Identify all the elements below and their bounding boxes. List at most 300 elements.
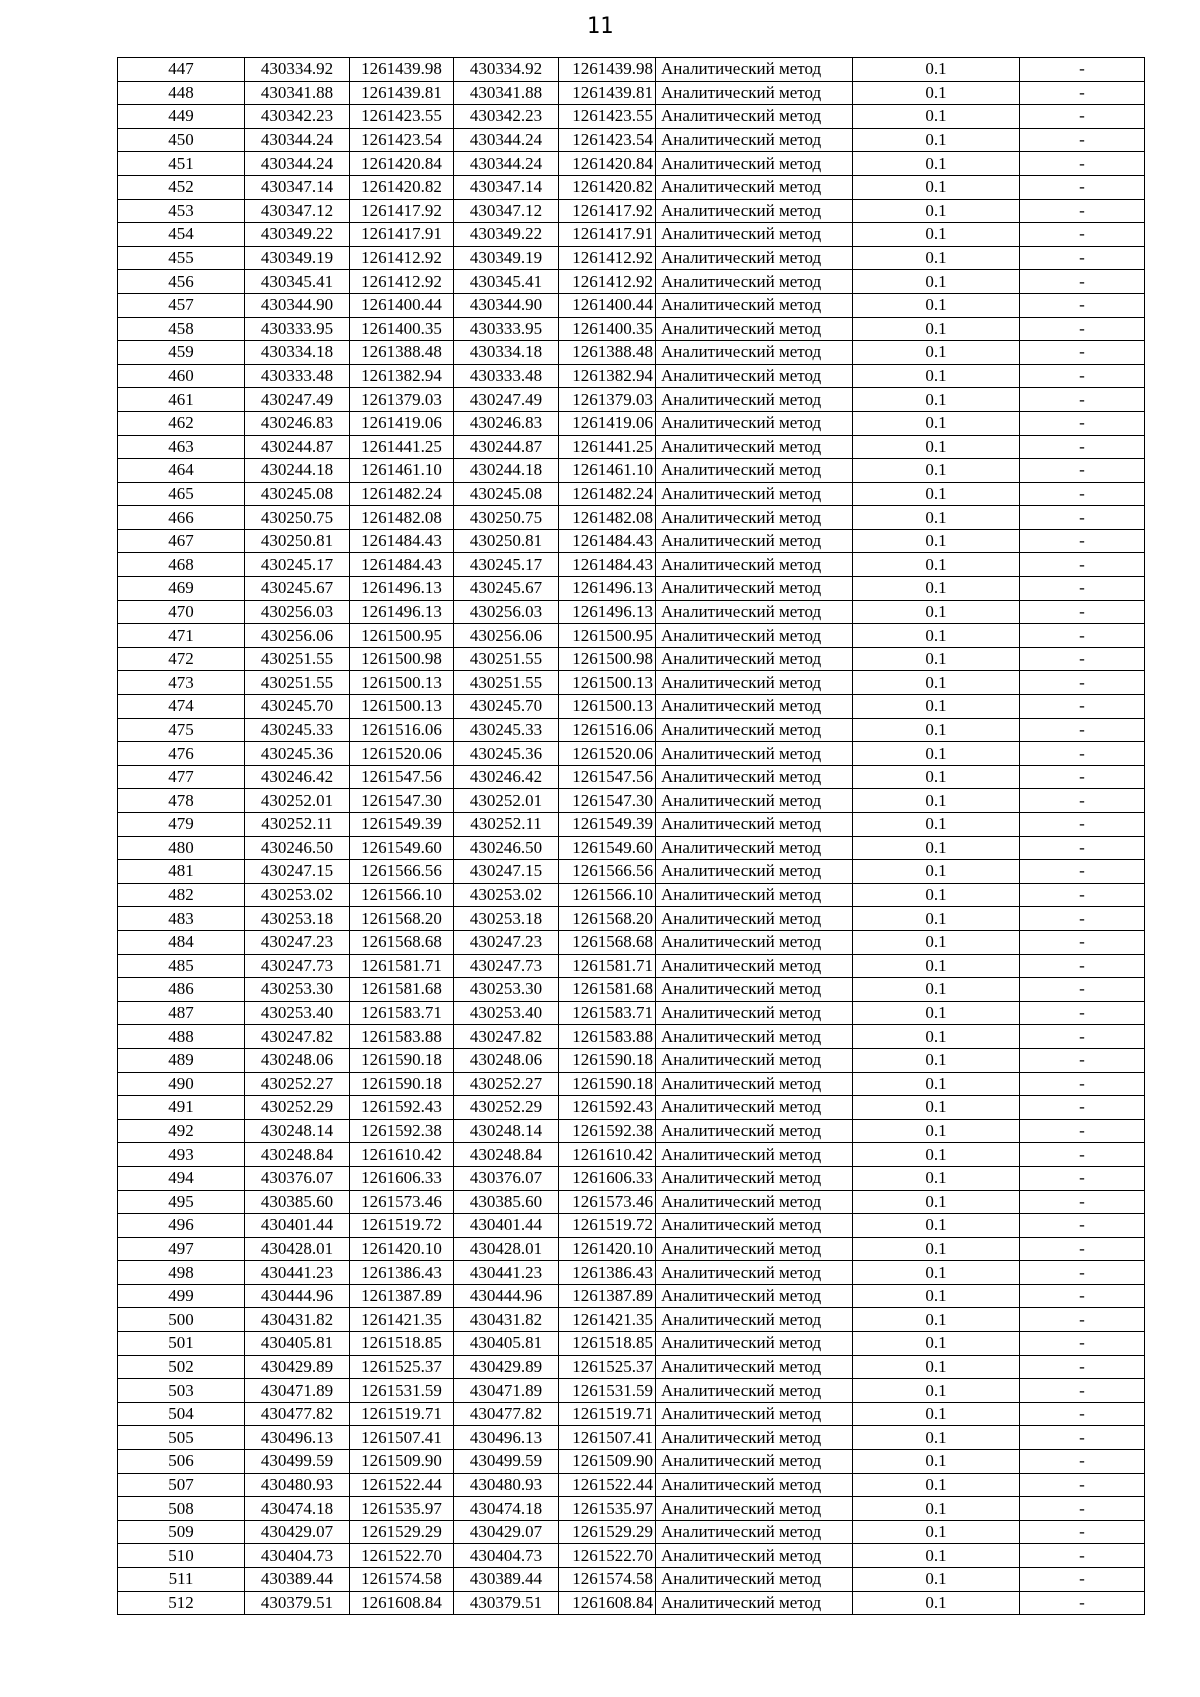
table-row	[118, 1001, 1145, 1025]
accuracy-cell: 0.1	[853, 364, 1020, 388]
point-number-cell: 462	[118, 411, 245, 435]
accuracy-cell: 0.1	[853, 624, 1020, 648]
note-cell: -	[1020, 1261, 1145, 1285]
y-coordinate-cell: 1261482.24	[350, 482, 454, 506]
point-number-cell: 499	[118, 1284, 245, 1308]
table-row	[118, 577, 1145, 601]
point-number-cell: 460	[118, 364, 245, 388]
x-coordinate-new-cell: 430347.12	[454, 199, 559, 223]
note-cell: -	[1020, 1143, 1145, 1167]
point-number-cell: 477	[118, 765, 245, 789]
x-coordinate-new-cell: 430345.41	[454, 270, 559, 294]
note-cell: -	[1020, 482, 1145, 506]
x-coordinate-cell: 430333.48	[245, 364, 350, 388]
y-coordinate-new-cell: 1261496.13	[559, 600, 656, 624]
method-cell: Аналитический метод	[656, 671, 853, 695]
y-coordinate-cell: 1261592.43	[350, 1096, 454, 1120]
accuracy-cell: 0.1	[853, 789, 1020, 813]
table-row	[118, 1190, 1145, 1214]
point-number-cell: 484	[118, 930, 245, 954]
note-cell: -	[1020, 506, 1145, 530]
note-cell: -	[1020, 293, 1145, 317]
table-row	[118, 695, 1145, 719]
table-row	[118, 293, 1145, 317]
point-number-cell: 470	[118, 600, 245, 624]
point-number-cell: 488	[118, 1025, 245, 1049]
point-number-cell: 467	[118, 529, 245, 553]
method-cell: Аналитический метод	[656, 883, 853, 907]
point-number-cell: 505	[118, 1426, 245, 1450]
y-coordinate-new-cell: 1261400.44	[559, 293, 656, 317]
note-cell: -	[1020, 907, 1145, 931]
x-coordinate-new-cell: 430441.23	[454, 1261, 559, 1285]
point-number-cell: 469	[118, 577, 245, 601]
x-coordinate-new-cell: 430251.55	[454, 671, 559, 695]
y-coordinate-new-cell: 1261522.44	[559, 1473, 656, 1497]
accuracy-cell: 0.1	[853, 1261, 1020, 1285]
accuracy-cell: 0.1	[853, 1143, 1020, 1167]
y-coordinate-new-cell: 1261412.92	[559, 246, 656, 270]
point-number-cell: 461	[118, 388, 245, 412]
table-row	[118, 364, 1145, 388]
x-coordinate-cell: 430247.49	[245, 388, 350, 412]
x-coordinate-cell: 430253.02	[245, 883, 350, 907]
x-coordinate-cell: 430248.84	[245, 1143, 350, 1167]
point-number-cell: 492	[118, 1119, 245, 1143]
x-coordinate-new-cell: 430245.33	[454, 718, 559, 742]
method-cell: Аналитический метод	[656, 293, 853, 317]
method-cell: Аналитический метод	[656, 813, 853, 837]
y-coordinate-cell: 1261482.08	[350, 506, 454, 530]
x-coordinate-cell: 430334.18	[245, 341, 350, 365]
accuracy-cell: 0.1	[853, 954, 1020, 978]
accuracy-cell: 0.1	[853, 411, 1020, 435]
y-coordinate-cell: 1261400.44	[350, 293, 454, 317]
table-row	[118, 58, 1145, 82]
y-coordinate-new-cell: 1261547.56	[559, 765, 656, 789]
y-coordinate-new-cell: 1261608.84	[559, 1591, 656, 1615]
y-coordinate-new-cell: 1261566.10	[559, 883, 656, 907]
x-coordinate-new-cell: 430250.81	[454, 529, 559, 553]
point-number-cell: 473	[118, 671, 245, 695]
x-coordinate-cell: 430247.82	[245, 1025, 350, 1049]
y-coordinate-cell: 1261535.97	[350, 1497, 454, 1521]
table-row	[118, 954, 1145, 978]
y-coordinate-new-cell: 1261531.59	[559, 1379, 656, 1403]
x-coordinate-cell: 430252.11	[245, 813, 350, 837]
x-coordinate-new-cell: 430499.59	[454, 1450, 559, 1474]
note-cell: -	[1020, 1025, 1145, 1049]
method-cell: Аналитический метод	[656, 388, 853, 412]
point-number-cell: 494	[118, 1166, 245, 1190]
x-coordinate-cell: 430341.88	[245, 81, 350, 105]
x-coordinate-cell: 430253.18	[245, 907, 350, 931]
table-row	[118, 270, 1145, 294]
x-coordinate-cell: 430499.59	[245, 1450, 350, 1474]
x-coordinate-new-cell: 430248.84	[454, 1143, 559, 1167]
accuracy-cell: 0.1	[853, 765, 1020, 789]
point-number-cell: 478	[118, 789, 245, 813]
y-coordinate-new-cell: 1261496.13	[559, 577, 656, 601]
note-cell: -	[1020, 1402, 1145, 1426]
accuracy-cell: 0.1	[853, 1072, 1020, 1096]
point-number-cell: 496	[118, 1214, 245, 1238]
x-coordinate-cell: 430344.90	[245, 293, 350, 317]
method-cell: Аналитический метод	[656, 1001, 853, 1025]
y-coordinate-new-cell: 1261581.71	[559, 954, 656, 978]
y-coordinate-cell: 1261592.38	[350, 1119, 454, 1143]
point-number-cell: 448	[118, 81, 245, 105]
method-cell: Аналитический метод	[656, 718, 853, 742]
x-coordinate-new-cell: 430252.27	[454, 1072, 559, 1096]
accuracy-cell: 0.1	[853, 341, 1020, 365]
note-cell: -	[1020, 435, 1145, 459]
y-coordinate-cell: 1261610.42	[350, 1143, 454, 1167]
y-coordinate-new-cell: 1261420.82	[559, 175, 656, 199]
x-coordinate-cell: 430253.40	[245, 1001, 350, 1025]
x-coordinate-new-cell: 430253.40	[454, 1001, 559, 1025]
y-coordinate-cell: 1261496.13	[350, 577, 454, 601]
method-cell: Аналитический метод	[656, 1025, 853, 1049]
y-coordinate-new-cell: 1261568.20	[559, 907, 656, 931]
table-row	[118, 836, 1145, 860]
x-coordinate-cell: 430253.30	[245, 978, 350, 1002]
y-coordinate-cell: 1261421.35	[350, 1308, 454, 1332]
y-coordinate-new-cell: 1261482.24	[559, 482, 656, 506]
y-coordinate-cell: 1261549.60	[350, 836, 454, 860]
x-coordinate-cell: 430431.82	[245, 1308, 350, 1332]
x-coordinate-cell: 430349.19	[245, 246, 350, 270]
note-cell: -	[1020, 1591, 1145, 1615]
point-number-cell: 451	[118, 152, 245, 176]
x-coordinate-new-cell: 430349.19	[454, 246, 559, 270]
accuracy-cell: 0.1	[853, 1402, 1020, 1426]
y-coordinate-cell: 1261439.81	[350, 81, 454, 105]
accuracy-cell: 0.1	[853, 718, 1020, 742]
x-coordinate-new-cell: 430471.89	[454, 1379, 559, 1403]
table-row	[118, 1450, 1145, 1474]
y-coordinate-cell: 1261507.41	[350, 1426, 454, 1450]
x-coordinate-new-cell: 430245.36	[454, 742, 559, 766]
point-number-cell: 464	[118, 459, 245, 483]
y-coordinate-new-cell: 1261529.29	[559, 1520, 656, 1544]
table-row	[118, 671, 1145, 695]
table-row	[118, 529, 1145, 553]
method-cell: Аналитический метод	[656, 1166, 853, 1190]
x-coordinate-cell: 430250.75	[245, 506, 350, 530]
y-coordinate-new-cell: 1261507.41	[559, 1426, 656, 1450]
x-coordinate-cell: 430245.36	[245, 742, 350, 766]
x-coordinate-new-cell: 430244.87	[454, 435, 559, 459]
accuracy-cell: 0.1	[853, 695, 1020, 719]
y-coordinate-new-cell: 1261400.35	[559, 317, 656, 341]
y-coordinate-cell: 1261500.95	[350, 624, 454, 648]
y-coordinate-cell: 1261417.92	[350, 199, 454, 223]
accuracy-cell: 0.1	[853, 553, 1020, 577]
note-cell: -	[1020, 718, 1145, 742]
accuracy-cell: 0.1	[853, 1001, 1020, 1025]
y-coordinate-cell: 1261382.94	[350, 364, 454, 388]
method-cell: Аналитический метод	[656, 1190, 853, 1214]
x-coordinate-cell: 430252.01	[245, 789, 350, 813]
note-cell: -	[1020, 128, 1145, 152]
x-coordinate-new-cell: 430401.44	[454, 1214, 559, 1238]
note-cell: -	[1020, 742, 1145, 766]
y-coordinate-cell: 1261500.98	[350, 647, 454, 671]
accuracy-cell: 0.1	[853, 223, 1020, 247]
y-coordinate-new-cell: 1261520.06	[559, 742, 656, 766]
method-cell: Аналитический метод	[656, 411, 853, 435]
x-coordinate-new-cell: 430248.06	[454, 1048, 559, 1072]
y-coordinate-cell: 1261583.88	[350, 1025, 454, 1049]
y-coordinate-cell: 1261520.06	[350, 742, 454, 766]
method-cell: Аналитический метод	[656, 175, 853, 199]
y-coordinate-new-cell: 1261382.94	[559, 364, 656, 388]
y-coordinate-new-cell: 1261568.68	[559, 930, 656, 954]
point-number-cell: 471	[118, 624, 245, 648]
note-cell: -	[1020, 1001, 1145, 1025]
x-coordinate-new-cell: 430253.30	[454, 978, 559, 1002]
accuracy-cell: 0.1	[853, 482, 1020, 506]
x-coordinate-cell: 430385.60	[245, 1190, 350, 1214]
y-coordinate-new-cell: 1261484.43	[559, 529, 656, 553]
note-cell: -	[1020, 860, 1145, 884]
table-row	[118, 1355, 1145, 1379]
point-number-cell: 475	[118, 718, 245, 742]
y-coordinate-cell: 1261519.72	[350, 1214, 454, 1238]
method-cell: Аналитический метод	[656, 836, 853, 860]
x-coordinate-new-cell: 430245.70	[454, 695, 559, 719]
point-number-cell: 495	[118, 1190, 245, 1214]
accuracy-cell: 0.1	[853, 1379, 1020, 1403]
y-coordinate-cell: 1261573.46	[350, 1190, 454, 1214]
point-number-cell: 447	[118, 58, 245, 82]
y-coordinate-cell: 1261417.91	[350, 223, 454, 247]
x-coordinate-new-cell: 430247.49	[454, 388, 559, 412]
method-cell: Аналитический метод	[656, 1379, 853, 1403]
point-number-cell: 493	[118, 1143, 245, 1167]
x-coordinate-new-cell: 430344.24	[454, 152, 559, 176]
accuracy-cell: 0.1	[853, 388, 1020, 412]
x-coordinate-cell: 430345.41	[245, 270, 350, 294]
accuracy-cell: 0.1	[853, 199, 1020, 223]
accuracy-cell: 0.1	[853, 317, 1020, 341]
x-coordinate-cell: 430246.50	[245, 836, 350, 860]
note-cell: -	[1020, 647, 1145, 671]
y-coordinate-cell: 1261583.71	[350, 1001, 454, 1025]
note-cell: -	[1020, 317, 1145, 341]
point-number-cell: 450	[118, 128, 245, 152]
table-row	[118, 883, 1145, 907]
x-coordinate-cell: 430251.55	[245, 647, 350, 671]
method-cell: Аналитический метод	[656, 152, 853, 176]
point-number-cell: 506	[118, 1450, 245, 1474]
note-cell: -	[1020, 270, 1145, 294]
table-row	[118, 553, 1145, 577]
point-number-cell: 511	[118, 1568, 245, 1592]
method-cell: Аналитический метод	[656, 789, 853, 813]
y-coordinate-new-cell: 1261439.81	[559, 81, 656, 105]
y-coordinate-cell: 1261525.37	[350, 1355, 454, 1379]
method-cell: Аналитический метод	[656, 1119, 853, 1143]
table-row	[118, 1048, 1145, 1072]
x-coordinate-cell: 430342.23	[245, 105, 350, 129]
y-coordinate-new-cell: 1261500.13	[559, 695, 656, 719]
accuracy-cell: 0.1	[853, 175, 1020, 199]
point-number-cell: 480	[118, 836, 245, 860]
x-coordinate-new-cell: 430385.60	[454, 1190, 559, 1214]
method-cell: Аналитический метод	[656, 1284, 853, 1308]
method-cell: Аналитический метод	[656, 341, 853, 365]
y-coordinate-cell: 1261531.59	[350, 1379, 454, 1403]
accuracy-cell: 0.1	[853, 506, 1020, 530]
y-coordinate-cell: 1261518.85	[350, 1332, 454, 1356]
x-coordinate-cell: 430246.83	[245, 411, 350, 435]
method-cell: Аналитический метод	[656, 577, 853, 601]
note-cell: -	[1020, 341, 1145, 365]
table-row	[118, 1237, 1145, 1261]
method-cell: Аналитический метод	[656, 954, 853, 978]
note-cell: -	[1020, 671, 1145, 695]
note-cell: -	[1020, 1520, 1145, 1544]
method-cell: Аналитический метод	[656, 246, 853, 270]
table-row	[118, 1332, 1145, 1356]
x-coordinate-cell: 430247.15	[245, 860, 350, 884]
y-coordinate-cell: 1261484.43	[350, 553, 454, 577]
point-number-cell: 501	[118, 1332, 245, 1356]
point-number-cell: 497	[118, 1237, 245, 1261]
y-coordinate-cell: 1261529.29	[350, 1520, 454, 1544]
x-coordinate-new-cell: 430379.51	[454, 1591, 559, 1615]
y-coordinate-new-cell: 1261574.58	[559, 1568, 656, 1592]
y-coordinate-cell: 1261419.06	[350, 411, 454, 435]
table-row	[118, 1379, 1145, 1403]
y-coordinate-new-cell: 1261549.60	[559, 836, 656, 860]
method-cell: Аналитический метод	[656, 105, 853, 129]
x-coordinate-cell: 430349.22	[245, 223, 350, 247]
table-row	[118, 459, 1145, 483]
point-number-cell: 485	[118, 954, 245, 978]
method-cell: Аналитический метод	[656, 695, 853, 719]
table-row	[118, 175, 1145, 199]
point-number-cell: 507	[118, 1473, 245, 1497]
method-cell: Аналитический метод	[656, 1450, 853, 1474]
table-row	[118, 647, 1145, 671]
accuracy-cell: 0.1	[853, 836, 1020, 860]
x-coordinate-cell: 430245.70	[245, 695, 350, 719]
y-coordinate-cell: 1261400.35	[350, 317, 454, 341]
accuracy-cell: 0.1	[853, 813, 1020, 837]
method-cell: Аналитический метод	[656, 1568, 853, 1592]
accuracy-cell: 0.1	[853, 1591, 1020, 1615]
table-row	[118, 1497, 1145, 1521]
x-coordinate-new-cell: 430404.73	[454, 1544, 559, 1568]
method-cell: Аналитический метод	[656, 1261, 853, 1285]
note-cell: -	[1020, 930, 1145, 954]
note-cell: -	[1020, 1190, 1145, 1214]
accuracy-cell: 0.1	[853, 1355, 1020, 1379]
method-cell: Аналитический метод	[656, 1355, 853, 1379]
point-number-cell: 457	[118, 293, 245, 317]
table-row	[118, 341, 1145, 365]
method-cell: Аналитический метод	[656, 81, 853, 105]
method-cell: Аналитический метод	[656, 600, 853, 624]
y-coordinate-new-cell: 1261420.84	[559, 152, 656, 176]
table-row	[118, 388, 1145, 412]
x-coordinate-cell: 430256.06	[245, 624, 350, 648]
x-coordinate-cell: 430251.55	[245, 671, 350, 695]
note-cell: -	[1020, 1166, 1145, 1190]
y-coordinate-cell: 1261461.10	[350, 459, 454, 483]
x-coordinate-new-cell: 430429.07	[454, 1520, 559, 1544]
x-coordinate-cell: 430480.93	[245, 1473, 350, 1497]
table-row	[118, 789, 1145, 813]
x-coordinate-cell: 430344.24	[245, 128, 350, 152]
accuracy-cell: 0.1	[853, 1497, 1020, 1521]
x-coordinate-cell: 430441.23	[245, 1261, 350, 1285]
note-cell: -	[1020, 459, 1145, 483]
x-coordinate-new-cell: 430344.24	[454, 128, 559, 152]
accuracy-cell: 0.1	[853, 1284, 1020, 1308]
accuracy-cell: 0.1	[853, 600, 1020, 624]
point-number-cell: 486	[118, 978, 245, 1002]
accuracy-cell: 0.1	[853, 1119, 1020, 1143]
note-cell: -	[1020, 364, 1145, 388]
method-cell: Аналитический метод	[656, 1544, 853, 1568]
y-coordinate-new-cell: 1261535.97	[559, 1497, 656, 1521]
table-row	[118, 1284, 1145, 1308]
y-coordinate-new-cell: 1261386.43	[559, 1261, 656, 1285]
x-coordinate-new-cell: 430334.92	[454, 58, 559, 82]
table-row	[118, 1261, 1145, 1285]
method-cell: Аналитический метод	[656, 1332, 853, 1356]
x-coordinate-new-cell: 430248.14	[454, 1119, 559, 1143]
accuracy-cell: 0.1	[853, 978, 1020, 1002]
y-coordinate-cell: 1261420.84	[350, 152, 454, 176]
table-row	[118, 765, 1145, 789]
method-cell: Аналитический метод	[656, 1520, 853, 1544]
note-cell: -	[1020, 1568, 1145, 1592]
y-coordinate-cell: 1261387.89	[350, 1284, 454, 1308]
note-cell: -	[1020, 411, 1145, 435]
point-number-cell: 479	[118, 813, 245, 837]
accuracy-cell: 0.1	[853, 860, 1020, 884]
x-coordinate-new-cell: 430247.82	[454, 1025, 559, 1049]
y-coordinate-new-cell: 1261484.43	[559, 553, 656, 577]
method-cell: Аналитический метод	[656, 1237, 853, 1261]
x-coordinate-new-cell: 430389.44	[454, 1568, 559, 1592]
table-row	[118, 411, 1145, 435]
point-number-cell: 459	[118, 341, 245, 365]
y-coordinate-new-cell: 1261566.56	[559, 860, 656, 884]
y-coordinate-new-cell: 1261549.39	[559, 813, 656, 837]
method-cell: Аналитический метод	[656, 199, 853, 223]
x-coordinate-new-cell: 430245.67	[454, 577, 559, 601]
table-row	[118, 1473, 1145, 1497]
x-coordinate-new-cell: 430376.07	[454, 1166, 559, 1190]
point-number-cell: 454	[118, 223, 245, 247]
y-coordinate-cell: 1261509.90	[350, 1450, 454, 1474]
y-coordinate-new-cell: 1261417.91	[559, 223, 656, 247]
table-row	[118, 813, 1145, 837]
x-coordinate-cell: 430252.29	[245, 1096, 350, 1120]
note-cell: -	[1020, 1048, 1145, 1072]
y-coordinate-new-cell: 1261583.71	[559, 1001, 656, 1025]
y-coordinate-new-cell: 1261606.33	[559, 1166, 656, 1190]
accuracy-cell: 0.1	[853, 883, 1020, 907]
accuracy-cell: 0.1	[853, 742, 1020, 766]
method-cell: Аналитический метод	[656, 506, 853, 530]
